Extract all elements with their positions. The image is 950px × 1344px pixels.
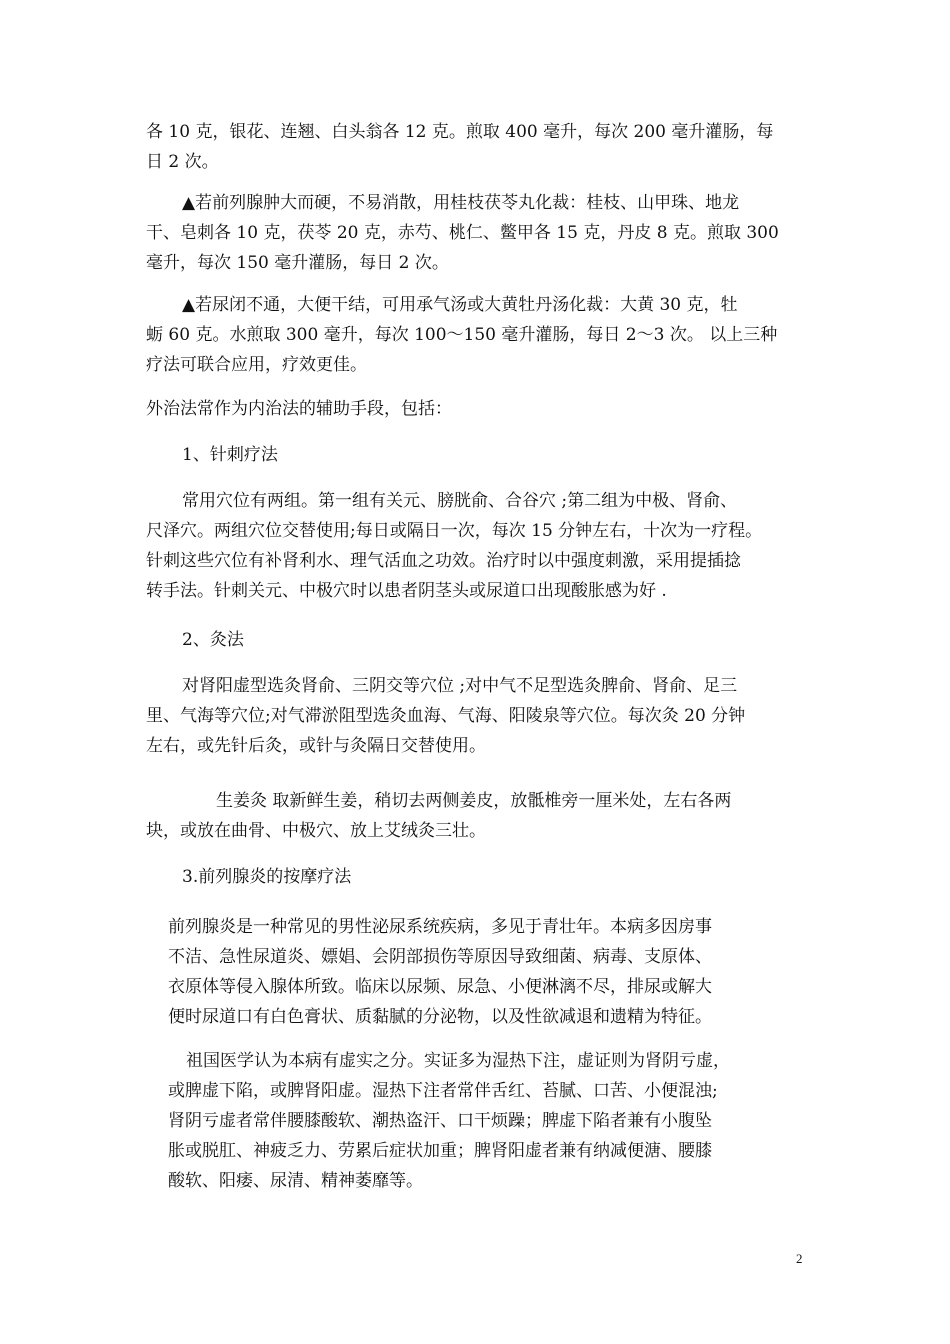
paragraph-tcm-view bbox=[168, 1046, 730, 1196]
text-line: 常用穴位有两组。第一组有关元、膀胱俞、合谷穴 ;第二组为中极、肾俞、 bbox=[182, 491, 738, 511]
text-line: 胀或脱肛、神疲乏力、劳累后症状加重；脾肾阳虚者兼有纳减便溏、腰膝 bbox=[168, 1141, 712, 1161]
text-line: 毫升，每次 150 毫升灌肠，每日 2 次。 bbox=[146, 253, 449, 273]
text-line: 酸软、阳痿、尿清、精神萎靡等。 bbox=[168, 1171, 423, 1191]
text-line: 针刺这些穴位有补肾利水、理气活血之功效。治疗时以中强度刺激，采用提插捻 bbox=[146, 551, 741, 571]
text-line: 1、针刺疗法 bbox=[182, 445, 278, 465]
paragraph-ginger-moxibustion bbox=[146, 786, 731, 846]
paragraph-external-treatment bbox=[146, 394, 452, 424]
paragraph-moxibustion-points bbox=[146, 671, 745, 761]
paragraph-chengqi-tang bbox=[146, 290, 777, 380]
text-line: 生姜灸 取新鲜生姜，稍切去两侧姜皮，放骶椎旁一厘米处，左右各两 bbox=[216, 791, 732, 811]
text-line: 3.前列腺炎的按摩疗法 bbox=[182, 867, 352, 887]
paragraph-prostatitis-intro bbox=[168, 912, 712, 1032]
text-line: ▲若前列腺肿大而硬，不易消散，用桂枝茯苓丸化裁：桂枝、山甲珠、地龙 bbox=[182, 193, 740, 213]
text-line: 块，或放在曲骨、中极穴、放上艾绒灸三壮。 bbox=[146, 821, 486, 841]
text-line: 日 2 次。 bbox=[146, 152, 219, 172]
text-line: ▲若尿闭不通，大便干结，可用承气汤或大黄牡丹汤化裁：大黄 30 克，牡 bbox=[182, 295, 738, 315]
paragraph-guizhi-fuling bbox=[146, 188, 779, 278]
text-line: 肾阴亏虚者常伴腰膝酸软、潮热盗汗、口干烦躁；脾虚下陷者兼有小腹坠 bbox=[168, 1111, 712, 1131]
text-line: 外治法常作为内治法的辅助手段，包括： bbox=[146, 399, 452, 419]
text-line: 前列腺炎是一种常见的男性泌尿系统疾病，多见于青壮年。本病多因房事 bbox=[168, 917, 712, 937]
text-line: 尺泽穴。两组穴位交替使用;每日或隔日一次，每次 15 分钟左右，十次为一疗程。 bbox=[146, 521, 763, 541]
heading-moxibustion bbox=[182, 625, 244, 655]
text-line: 转手法。针刺关元、中极穴时以患者阴茎头或尿道口出现酸胀感为好 . bbox=[146, 581, 667, 601]
text-line: 各 10 克，银花、连翘、白头翁各 12 克。煎取 400 毫升，每次 200 毫升灌肠，每 bbox=[146, 122, 774, 142]
text-line: 或脾虚下陷，或脾肾阳虚。湿热下注者常伴舌红、苔腻、口苦、小便混浊; bbox=[168, 1081, 718, 1101]
text-line: 衣原体等侵入腺体所致。临床以尿频、尿急、小便淋漓不尽，排尿或解大 bbox=[168, 977, 712, 997]
text-line: 里、气海等穴位;对气滞淤阻型选灸血海、气海、阳陵泉等穴位。每次灸 20 分钟 bbox=[146, 706, 746, 726]
heading-acupuncture bbox=[182, 440, 278, 470]
text-line: 2、灸法 bbox=[182, 630, 244, 650]
text-line: 干、皂刺各 10 克，茯苓 20 克，赤芍、桃仁、鳖甲各 15 克，丹皮 8 克。煎取 300 bbox=[146, 223, 779, 243]
text-line: 祖国医学认为本病有虚实之分。实证多为湿热下注，虚证则为肾阴亏虚， bbox=[186, 1051, 730, 1071]
text-line: 不洁、急性尿道炎、嫖娼、会阴部损伤等原因导致细菌、病毒、支原体、 bbox=[168, 947, 712, 967]
page-number: 2 bbox=[796, 1251, 803, 1266]
paragraph-acupuncture-points bbox=[146, 486, 762, 606]
text-line: 对肾阳虚型选灸肾俞、三阴交等穴位 ;对中气不足型选灸脾俞、肾俞、足三 bbox=[182, 676, 738, 696]
text-line: 左右，或先针后灸，或针与灸隔日交替使用。 bbox=[146, 736, 486, 756]
text-line: 蛎 60 克。水煎取 300 毫升，每次 100～150 毫升灌肠，每日 2～3 次。 以上三种 bbox=[146, 325, 778, 345]
text-line: 疗法可联合应用，疗效更佳。 bbox=[146, 355, 367, 375]
heading-massage-therapy bbox=[182, 862, 351, 892]
paragraph-enema-dosage bbox=[146, 117, 773, 177]
text-line: 便时尿道口有白色膏状、质黏腻的分泌物，以及性欲减退和遗精为特征。 bbox=[168, 1007, 712, 1027]
